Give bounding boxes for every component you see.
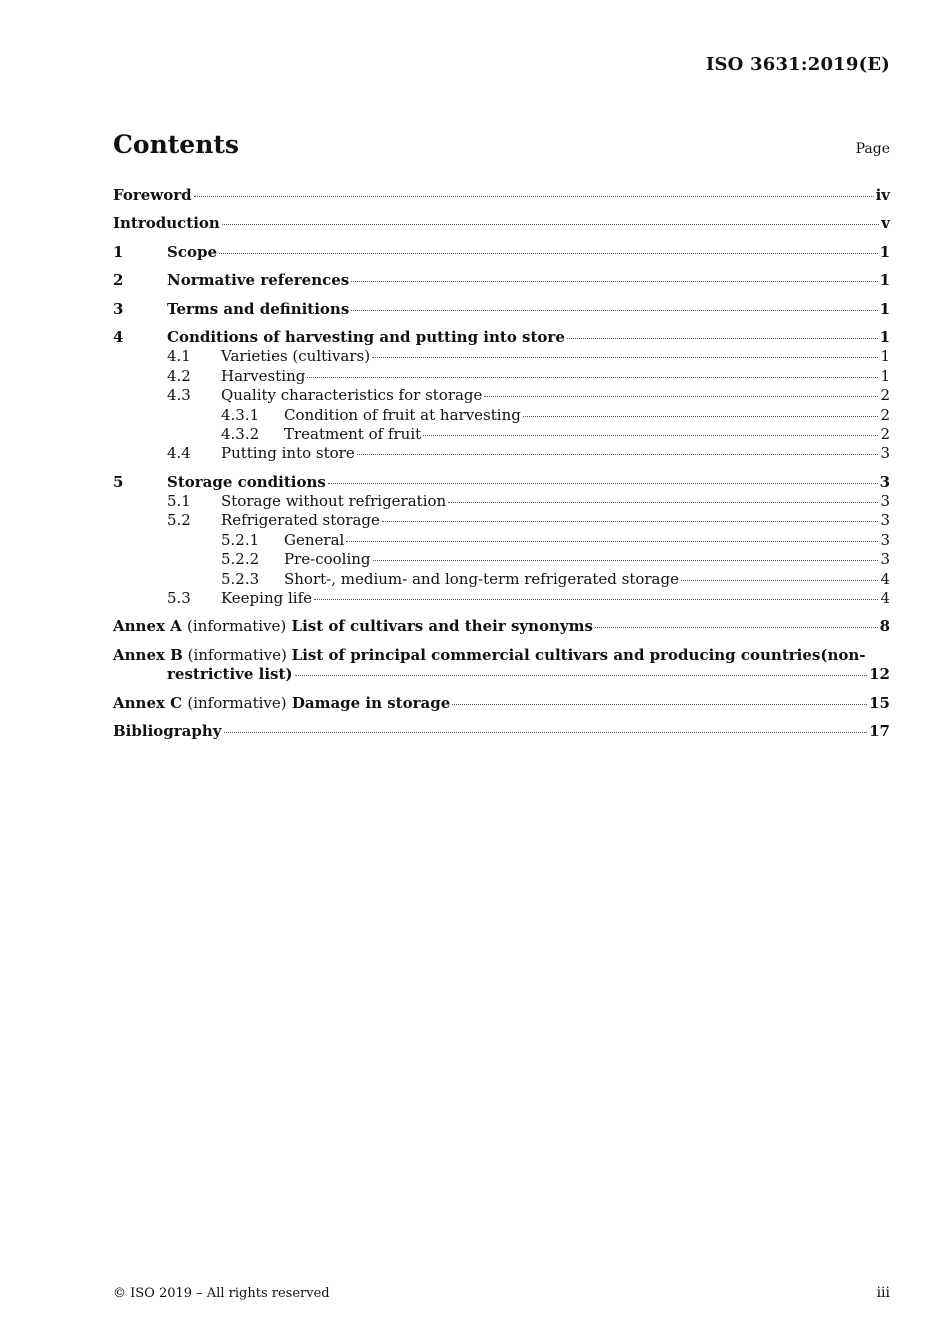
toc-entry-foreword[interactable]: [113, 186, 890, 214]
annex-title: List of cultivars and their synonyms: [291, 617, 593, 636]
dot-leader: [346, 541, 878, 542]
toc-entry-page: 4: [880, 589, 890, 608]
toc-entry-title: Conditions of harvesting and putting into store: [167, 327, 565, 346]
annex-title-line1: List of principal commercial cultivars and producing countries(non-: [291, 645, 866, 664]
page-number: iii: [876, 1285, 890, 1301]
toc-entry-title: Harvesting: [221, 366, 306, 385]
annex-title: Damage in storage: [291, 693, 451, 712]
toc-entry-annex-a[interactable]: [113, 617, 890, 645]
toc-entry-page: 1: [879, 327, 890, 346]
toc-entry-pre-cooling[interactable]: [113, 550, 890, 569]
toc-entry-title: Keeping life: [221, 589, 313, 608]
dot-leader: [357, 454, 879, 455]
toc-entry-page: 1: [880, 366, 890, 385]
toc-entry-storage-conditions[interactable]: [113, 473, 890, 492]
toc-entry-conditions-of-harvesting[interactable]: [113, 328, 890, 347]
toc-entry-number: 5.2: [167, 511, 191, 530]
toc-entry-number: 4.4: [167, 444, 191, 463]
toc-entry-number: 5: [113, 472, 124, 491]
toc-entry-number: 3: [113, 299, 124, 318]
toc-entry-number: 5.3: [167, 589, 191, 608]
dot-leader: [219, 253, 878, 254]
toc-entry-page: 3: [880, 492, 890, 511]
toc-entry-storage-without-refrigeration[interactable]: [113, 492, 890, 511]
dot-leader: [328, 483, 878, 484]
toc-entry-title: Treatment of fruit: [284, 424, 422, 443]
annex-label: Annex C: [113, 693, 183, 712]
toc-entry-number: 4.1: [167, 347, 191, 366]
annex-label: Annex A: [113, 617, 182, 636]
dot-leader: [373, 560, 879, 561]
dot-leader: [484, 396, 878, 397]
toc-entry-title: [113, 617, 593, 636]
toc-entry-annex-c[interactable]: [113, 694, 890, 722]
toc-entry-page: 3: [880, 530, 890, 549]
toc-entry-treatment-of-fruit[interactable]: [113, 425, 890, 444]
dot-leader: [224, 732, 868, 733]
dot-leader: [523, 416, 879, 417]
toc-entry-general[interactable]: [113, 531, 890, 550]
toc-entry-title: Condition of fruit at harvesting: [284, 405, 521, 424]
toc-entry-page: 3: [879, 472, 890, 491]
toc-entry-introduction[interactable]: [113, 214, 890, 242]
toc-entry-number: 5.2.3: [221, 569, 260, 588]
toc-entry-number: 1: [113, 242, 124, 261]
toc-entry-title: Varieties (cultivars): [221, 347, 371, 366]
toc-entry-condition-of-fruit[interactable]: [113, 406, 890, 425]
toc-entry-title: Bibliography: [113, 722, 222, 741]
toc-entry-bibliography[interactable]: [113, 722, 890, 750]
annex-label: Annex B: [113, 645, 183, 664]
dot-leader: [423, 435, 878, 436]
toc-entry-title: Refrigerated storage: [221, 511, 380, 530]
annex-type: (informative): [187, 645, 287, 664]
contents-heading: Contents: [113, 130, 240, 159]
dot-leader: [222, 224, 879, 225]
toc-entry-title: Quality characteristics for storage: [221, 386, 483, 405]
toc-entry-varieties[interactable]: [113, 347, 890, 366]
toc-entry-normative-references[interactable]: [113, 271, 890, 299]
dot-leader: [351, 281, 877, 282]
toc-entry-terms-and-definitions[interactable]: [113, 300, 890, 328]
dot-leader: [452, 704, 867, 705]
annex-type: (informative): [187, 617, 287, 636]
toc-entry-page: 2: [880, 386, 890, 405]
toc-entry-page: v: [881, 214, 890, 233]
toc-entry-number: 4.3: [167, 386, 191, 405]
toc-entry-page: 12: [869, 665, 890, 684]
toc-entry-title: Pre-cooling: [284, 550, 371, 569]
dot-leader: [194, 196, 874, 197]
dot-leader: [595, 627, 878, 628]
toc-entry-number: 2: [113, 271, 124, 290]
toc-entry-page: iv: [875, 186, 890, 204]
toc-entry-keeping-life[interactable]: [113, 589, 890, 608]
toc-entry-annex-b[interactable]: [113, 646, 890, 685]
dot-leader: [372, 357, 878, 358]
dot-leader: [314, 599, 878, 600]
toc-entry-number: 5.2.1: [221, 530, 260, 549]
toc-entry-page: 8: [879, 617, 890, 636]
toc-entry-title: Short-, medium- and long-term refrigerated storage: [284, 569, 679, 588]
toc-entry-page: 2: [880, 405, 890, 424]
toc-entry-title: Scope: [167, 242, 218, 261]
toc-entry-title: Terms and definitions: [167, 299, 350, 318]
toc-entry-page: 1: [879, 299, 890, 318]
toc-entry-number: 4.3.2: [221, 424, 260, 443]
toc-entry-page: 3: [880, 511, 890, 530]
toc-entry-page: 2: [880, 424, 890, 443]
toc-entry-page: 3: [880, 444, 890, 463]
toc-entry-number: 4.3.1: [221, 405, 260, 424]
toc-entry-quality-characteristics[interactable]: [113, 386, 890, 405]
toc-entry-title: [113, 694, 450, 713]
annex-type: (informative): [187, 693, 287, 712]
page-column-label: Page: [855, 141, 890, 157]
dot-leader: [567, 338, 878, 339]
toc-entry-page: 1: [880, 347, 890, 366]
dot-leader: [382, 521, 879, 522]
table-of-contents: [113, 186, 890, 750]
toc-entry-putting-into-store[interactable]: [113, 444, 890, 463]
toc-entry-page: 1: [879, 242, 890, 261]
toc-entry-title: Introduction: [113, 214, 220, 233]
document-id: ISO 3631:2019(E): [705, 54, 890, 75]
dot-leader: [448, 502, 878, 503]
toc-entry-title: Storage without refrigeration: [221, 492, 447, 511]
toc-entry-number: 4: [113, 327, 124, 346]
toc-entry-number: 5.2.2: [221, 550, 260, 569]
toc-entry-title: Putting into store: [221, 444, 355, 463]
toc-entry-title: General: [284, 530, 345, 549]
toc-entry-page: 17: [869, 722, 890, 741]
toc-entry-title: Storage conditions: [167, 472, 326, 491]
toc-entry-page: 1: [879, 271, 890, 290]
dot-leader: [681, 580, 878, 581]
toc-entry-page: 15: [869, 693, 890, 712]
toc-entry-scope[interactable]: [113, 243, 890, 271]
toc-entry-page: 4: [880, 569, 890, 588]
toc-entry-harvesting[interactable]: [113, 367, 890, 386]
dot-leader: [351, 310, 877, 311]
toc-entry-refrigerated-storage[interactable]: [113, 511, 890, 530]
toc-entry-title: Normative references: [167, 271, 350, 290]
dot-leader: [307, 377, 878, 378]
annex-title-line2: restrictive list): [167, 665, 293, 684]
dot-leader: [295, 675, 868, 676]
toc-entry-short-medium-long-term-storage[interactable]: [113, 570, 890, 589]
copyright-notice: © ISO 2019 – All rights reserved: [113, 1286, 330, 1301]
toc-entry-number: 5.1: [167, 492, 191, 511]
toc-entry-title: Foreword: [113, 186, 192, 204]
toc-entry-page: 3: [880, 550, 890, 569]
toc-entry-number: 4.2: [167, 366, 191, 385]
